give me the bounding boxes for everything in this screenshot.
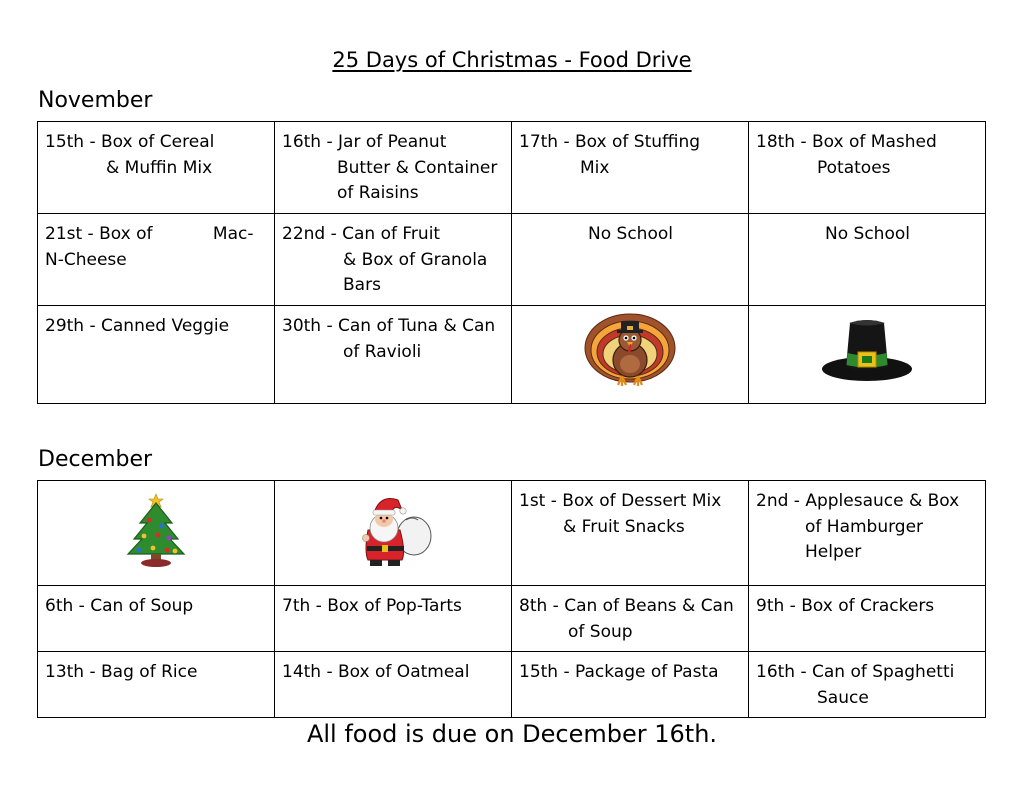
calendar-cell bbox=[749, 122, 986, 214]
cell-line: 9th - Box of Crackers bbox=[756, 596, 935, 616]
table-row bbox=[38, 586, 986, 652]
cell-line: of Ravioli bbox=[343, 341, 422, 362]
calendar-cell bbox=[749, 586, 986, 652]
month-heading-november: November bbox=[38, 88, 153, 113]
cell-line: Butter & Container bbox=[337, 157, 498, 178]
calendar-cell bbox=[512, 306, 749, 404]
cell-line: 29th - Canned Veggie bbox=[45, 316, 230, 336]
cell-line: 2nd - Applesauce & Box bbox=[756, 491, 960, 511]
cell-line: 13th - Bag of Rice bbox=[45, 662, 198, 682]
cell-line: of Soup bbox=[568, 621, 633, 642]
calendar-cell bbox=[38, 214, 275, 306]
cell-line: & Muffin Mix bbox=[106, 157, 213, 178]
cell-line: 8th - Can of Beans & Can bbox=[519, 596, 734, 616]
november-calendar-table bbox=[37, 121, 986, 404]
calendar-cell bbox=[275, 306, 512, 404]
table-row bbox=[38, 481, 986, 586]
table-row bbox=[38, 122, 986, 214]
cell-line: 30th - Can of Tuna & Can bbox=[282, 316, 496, 336]
cell-line: Sauce bbox=[817, 687, 869, 708]
calendar-cell bbox=[749, 652, 986, 718]
calendar-cell bbox=[38, 586, 275, 652]
calendar-cell bbox=[275, 652, 512, 718]
month-heading-december: December bbox=[38, 447, 153, 472]
calendar-cell bbox=[749, 306, 986, 404]
calendar-cell bbox=[38, 652, 275, 718]
table-row bbox=[38, 652, 986, 718]
calendar-cell bbox=[749, 214, 986, 306]
cell-line: 7th - Box of Pop-Tarts bbox=[282, 596, 462, 616]
cell-line: 6th - Can of Soup bbox=[45, 596, 194, 616]
cell-line: Bars bbox=[343, 275, 381, 295]
cell-line: 21st - Box of bbox=[45, 224, 153, 244]
cell-line: School bbox=[616, 224, 673, 244]
cell-line: of Hamburger bbox=[805, 516, 924, 537]
calendar-cell bbox=[38, 481, 275, 586]
calendar-cell bbox=[275, 214, 512, 306]
cell-line: 16th - Can of Spaghetti bbox=[756, 662, 955, 682]
cell-line: 17th - Box of Stuffing bbox=[519, 132, 701, 152]
calendar-cell bbox=[512, 652, 749, 718]
calendar-cell bbox=[512, 122, 749, 214]
table-row bbox=[38, 214, 986, 306]
turkey-icon bbox=[584, 310, 676, 390]
cell-line: Helper bbox=[805, 542, 862, 562]
cell-line: Mac-N-Cheese bbox=[45, 224, 254, 270]
cell-line: & Fruit Snacks bbox=[563, 516, 685, 537]
cell-line: 1st - Box of Dessert Mix bbox=[519, 491, 722, 511]
cell-line: 16th - Jar of Peanut bbox=[282, 132, 447, 152]
cell-line: 14th - Box of Oatmeal bbox=[282, 662, 470, 682]
cell-line: 22nd - Can of Fruit bbox=[282, 224, 441, 244]
cell-line: Potatoes bbox=[817, 157, 891, 178]
calendar-cell bbox=[275, 122, 512, 214]
cell-line: Mix bbox=[580, 157, 610, 178]
calendar-cell bbox=[749, 481, 986, 586]
calendar-cell bbox=[512, 481, 749, 586]
calendar-cell bbox=[38, 122, 275, 214]
page-title: 25 Days of Christmas - Food Drive bbox=[332, 48, 692, 72]
table-row bbox=[38, 306, 986, 404]
due-date-note: All food is due on December 16th. bbox=[306, 720, 718, 748]
december-calendar-table bbox=[37, 480, 986, 718]
calendar-cell bbox=[512, 586, 749, 652]
cell-line: 18th - Box of Mashed bbox=[756, 132, 937, 152]
cell-line: No bbox=[588, 224, 612, 244]
calendar-cell bbox=[275, 481, 512, 586]
christmas-tree-icon bbox=[125, 490, 187, 568]
santa-icon bbox=[350, 490, 436, 568]
cell-line: 15th - Box of Cereal bbox=[45, 132, 215, 152]
cell-line: & Box of Granola bbox=[343, 249, 488, 270]
cell-line: No bbox=[825, 224, 849, 244]
cell-line: of Raisins bbox=[337, 183, 419, 203]
calendar-cell bbox=[512, 214, 749, 306]
calendar-cell bbox=[275, 586, 512, 652]
cell-line: 15th - Package of Pasta bbox=[519, 662, 719, 682]
cell-line: School bbox=[853, 224, 910, 244]
pilgrim-hat-icon bbox=[820, 317, 914, 383]
calendar-cell bbox=[38, 306, 275, 404]
